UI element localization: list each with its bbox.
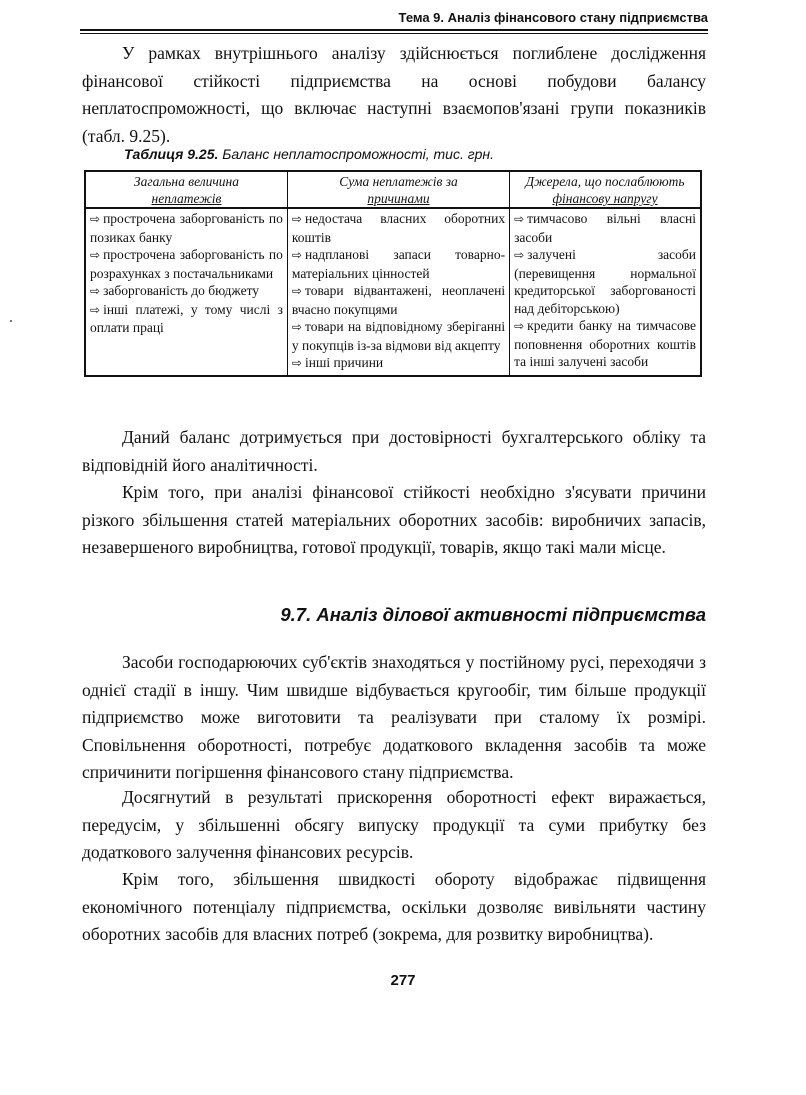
column-header-relief-sources: Джерела, що послаблюють фінансову напругу xyxy=(510,171,701,208)
arrow-right-icon: ⇨ xyxy=(291,284,302,298)
table-caption-title: Баланс неплатоспроможності, тис. грн. xyxy=(222,146,495,162)
table-header-row xyxy=(85,171,701,208)
arrow-right-icon: ⇨ xyxy=(90,248,101,262)
insolvency-balance-table xyxy=(84,170,702,377)
scan-speck xyxy=(10,320,12,322)
list-item: ⇨ товари відвантажені, неоплачені вчасно покупцями xyxy=(291,283,506,317)
body-paragraph: Крім того, при аналізі фінансової стійкості необхідно з'ясувати причини різкого збільшення статей матеріальних оборотних засобів: виробничих запасів, незавершеного виробництва, готової продукції, товарів, якщо такі мали місце. xyxy=(82,482,706,557)
list-item: ⇨ кредити банку на тимчасове поповнення оборотних коштів та інші залучені засоби xyxy=(514,318,696,369)
list-item: ⇨ залучені засоби (перевищення нормальної кредиторської заборгованості над дебіторською) xyxy=(514,247,696,316)
page-number: 277 xyxy=(390,972,416,989)
body-paragraph: Даний баланс дотримується при достовірності бухгалтерського обліку та відповідній його аналітичності. xyxy=(82,427,706,475)
body-paragraph: Крім того, збільшення швидкості обороту відображає підвищення економічного потенціалу підприємства, оскільки дозволяє вивільняти частину оборотних засобів для власних потреб (зокрема, для розвитку виробництва). xyxy=(82,869,706,944)
arrow-right-icon: ⇨ xyxy=(291,248,302,262)
section-heading: 9.7. Аналіз ділової активності підприємства xyxy=(280,604,706,625)
table-body-row xyxy=(85,208,701,376)
arrow-right-icon: ⇨ xyxy=(90,212,101,226)
list-item: ⇨ заборгованість до бюджету xyxy=(90,283,260,298)
column-header-nonpayment-causes: Сума неплатежів за причинами xyxy=(287,171,509,208)
intro-paragraph: У рамках внутрішнього аналізу здійснюється поглиблене дослідження фінансової стійкості підприємства на основі побудови балансу неплатоспроможності, що включає наступні взаємопов'язані групи показників (табл. 9.25). xyxy=(82,43,706,146)
list-item: ⇨ тимчасово вільні власні засоби xyxy=(514,211,696,245)
list-item: ⇨ недостача власних оборотних коштів xyxy=(291,211,506,245)
column-header-total-nonpayments: Загальна величина неплатежів xyxy=(85,171,287,208)
list-item: ⇨ прострочена заборгованість по розрахунках з постачальниками xyxy=(90,247,283,281)
list-item: ⇨ надпланові запаси товарно-матеріальних цінностей xyxy=(291,247,506,281)
arrow-right-icon: ⇨ xyxy=(291,356,302,370)
arrow-right-icon: ⇨ xyxy=(514,212,525,226)
arrow-right-icon: ⇨ xyxy=(90,302,101,317)
list-item: ⇨ інші платежі, у тому числі з оплати праці xyxy=(90,301,283,335)
arrow-right-icon: ⇨ xyxy=(90,284,101,298)
arrow-right-icon: ⇨ xyxy=(514,248,525,262)
body-paragraph: Досягнутий в результаті прискорення оборотності ефект виражається, передусім, у збільшенні обсягу випуску продукції та суми прибутку без додаткового залучення фінансових ресурсів. xyxy=(82,787,706,862)
table-cell-relief-sources xyxy=(510,208,701,376)
list-item: ⇨ прострочена заборгованість по позиках банку xyxy=(90,211,283,245)
body-paragraph: Засоби господарюючих суб'єктів знаходяться у постійному русі, переходячи з однієї стадії в іншу. Чим швидше відбувається кругообіг, тим більше продукції підприємство може виготовити та реалізувати при сталому їх розмірі. Сповільнення оборотності, потребує додаткового вкладення засобів та може спричинити погіршення фінансового стану підприємства. xyxy=(82,652,706,782)
table-cell-nonpayment-causes xyxy=(287,208,509,376)
running-header: Тема 9. Аналіз фінансового стану підприємства xyxy=(80,10,708,31)
arrow-right-icon: ⇨ xyxy=(291,320,302,334)
list-item: ⇨ інші причини xyxy=(291,355,384,370)
table-caption-number: Таблиця 9.25. xyxy=(124,146,219,162)
table-cell-total-nonpayments xyxy=(85,208,287,376)
list-item: ⇨ товари на відповідному зберіганні у покупців із-за відмови від акцепту xyxy=(291,319,506,353)
table-caption xyxy=(124,146,494,162)
arrow-right-icon: ⇨ xyxy=(291,212,302,226)
arrow-right-icon: ⇨ xyxy=(514,319,525,333)
